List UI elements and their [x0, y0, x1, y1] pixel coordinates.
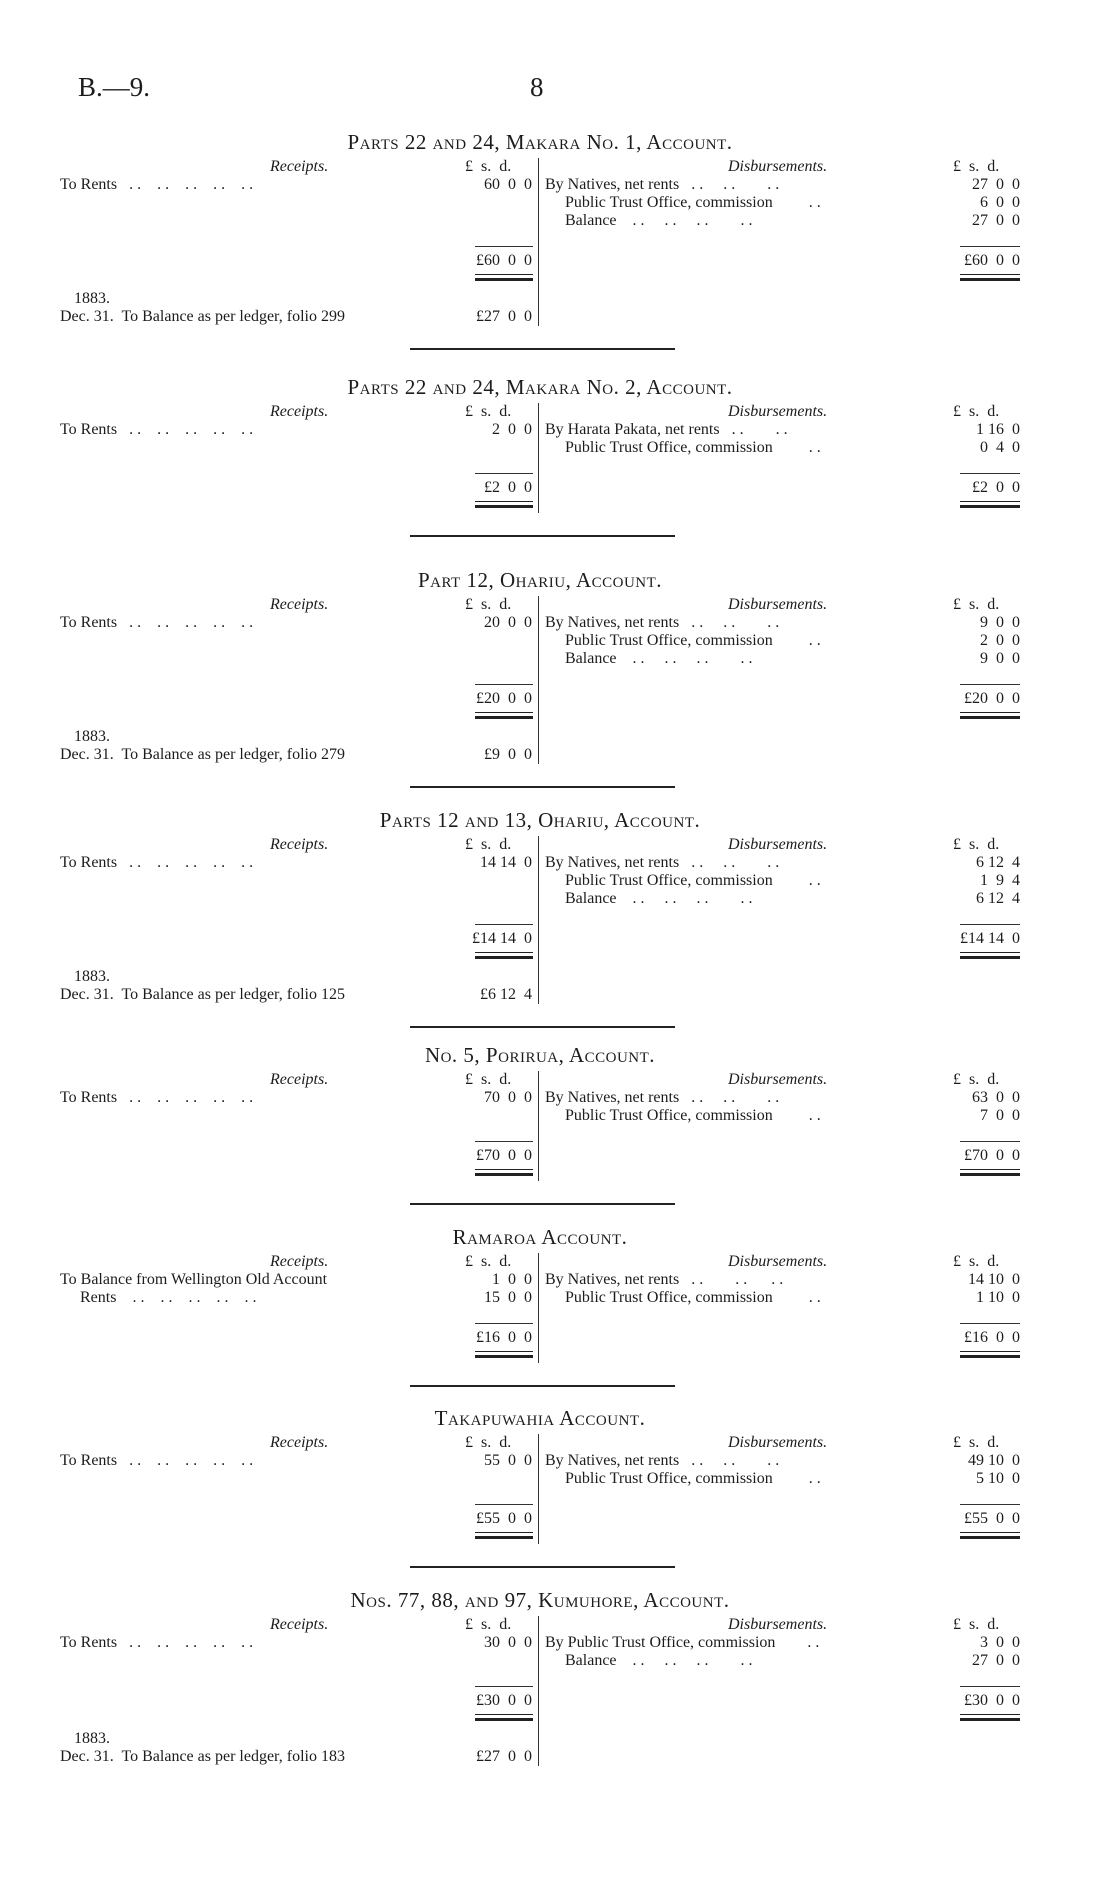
receipt-line: To Rents . . . . . . . . . . [60, 1634, 254, 1651]
disbursement-amount: 49 10 0 [968, 1452, 1020, 1469]
receipt-line: To Rents . . . . . . . . . . [60, 1452, 254, 1469]
account-title: Ramaroa Account. [452, 1225, 628, 1249]
disbursement-line: Public Trust Office, commission . . [545, 1107, 821, 1124]
column-divider [538, 403, 539, 513]
column-divider [538, 836, 539, 1004]
receipt-line: To Rents . . . . . . . . . . [60, 421, 254, 438]
total-rule [475, 924, 533, 925]
receipts-lsd-header: £ s. d. [465, 836, 512, 853]
total-double-rule [960, 274, 1020, 281]
disbursements-lsd-header: £ s. d. [953, 1616, 1000, 1633]
balance-year: 1883. [74, 968, 110, 985]
receipts-lsd-header: £ s. d. [465, 403, 512, 420]
disbursement-amount: 6 12 4 [976, 890, 1020, 907]
account-title: Parts 22 and 24, Makara No. 1, Account. [347, 130, 733, 154]
balance-forward-amount: £9 0 0 [484, 746, 532, 763]
disbursements-label: Disbursements. [728, 1616, 828, 1633]
total-double-rule [475, 1714, 533, 1721]
section-separator [410, 1026, 675, 1028]
disbursements-lsd-header: £ s. d. [953, 1253, 1000, 1270]
total-double-rule [960, 1351, 1020, 1358]
total-double-rule [960, 712, 1020, 719]
total-double-rule [475, 501, 533, 508]
disbursements-total: £2 0 0 [972, 479, 1020, 496]
disbursements-label: Disbursements. [728, 1071, 828, 1088]
disbursement-line: Balance . . . . . . . . [545, 890, 753, 907]
disbursements-label: Disbursements. [728, 596, 828, 613]
disbursement-line: Public Trust Office, commission . . [545, 872, 821, 889]
disbursement-amount: 27 0 0 [972, 1652, 1020, 1669]
receipt-amount: 1 0 0 [492, 1271, 532, 1288]
disbursement-line: By Harata Pakata, net rents . . . . [545, 421, 788, 438]
disbursements-lsd-header: £ s. d. [953, 158, 1000, 175]
total-double-rule [960, 952, 1020, 959]
disbursement-amount: 0 4 0 [980, 439, 1020, 456]
receipt-amount: 60 0 0 [484, 176, 532, 193]
receipts-label: Receipts. [270, 836, 329, 853]
disbursement-amount: 27 0 0 [972, 176, 1020, 193]
receipts-lsd-header: £ s. d. [465, 1434, 512, 1451]
column-divider [538, 596, 539, 764]
disbursement-line: Public Trust Office, commission . . [545, 194, 821, 211]
balance-year: 1883. [74, 728, 110, 745]
receipts-lsd-header: £ s. d. [465, 158, 512, 175]
receipt-line: To Rents . . . . . . . . . . [60, 854, 254, 871]
disbursements-lsd-header: £ s. d. [953, 836, 1000, 853]
section-separator [410, 348, 675, 350]
receipts-lsd-header: £ s. d. [465, 596, 512, 613]
balance-year: 1883. [74, 290, 110, 307]
disbursement-line: By Natives, net rents . . . . . . [545, 854, 780, 871]
receipts-label: Receipts. [270, 1071, 329, 1088]
disbursements-label: Disbursements. [728, 836, 828, 853]
disbursement-amount: 3 0 0 [980, 1634, 1020, 1651]
balance-year: 1883. [74, 1730, 110, 1747]
receipt-line: To Balance from Wellington Old Account [60, 1271, 328, 1288]
total-rule [960, 924, 1020, 925]
disbursement-line: By Public Trust Office, commission . . [545, 1634, 820, 1651]
disbursements-lsd-header: £ s. d. [953, 596, 1000, 613]
disbursement-line: Balance . . . . . . . . [545, 1652, 753, 1669]
account-title: Parts 12 and 13, Ohariu, Account. [379, 808, 701, 832]
column-divider [538, 1434, 539, 1544]
receipt-amount: 15 0 0 [484, 1289, 532, 1306]
total-rule [960, 1504, 1020, 1505]
account-title: Nos. 77, 88, and 97, Kumuhore, Account. [350, 1588, 730, 1612]
page-number: 8 [530, 72, 544, 102]
disbursements-label: Disbursements. [728, 158, 828, 175]
receipt-amount: 2 0 0 [492, 421, 532, 438]
disbursements-total: £60 0 0 [964, 252, 1020, 269]
column-divider [538, 1253, 539, 1363]
receipt-amount: 70 0 0 [484, 1089, 532, 1106]
receipts-label: Receipts. [270, 1253, 329, 1270]
disbursement-amount: 14 10 0 [968, 1271, 1020, 1288]
receipts-lsd-header: £ s. d. [465, 1071, 512, 1088]
disbursements-total: £16 0 0 [964, 1329, 1020, 1346]
disbursements-total: £20 0 0 [964, 690, 1020, 707]
disbursement-line: Balance . . . . . . . . [545, 650, 753, 667]
disbursement-amount: 1 16 0 [976, 421, 1020, 438]
total-rule [475, 1323, 533, 1324]
disbursement-amount: 2 0 0 [980, 632, 1020, 649]
disbursements-label: Disbursements. [728, 403, 828, 420]
balance-forward-amount: £27 0 0 [476, 1748, 532, 1765]
account-title: Part 12, Ohariu, Account. [417, 568, 663, 592]
receipts-label: Receipts. [270, 596, 329, 613]
disbursement-line: Balance . . . . . . . . [545, 212, 753, 229]
total-double-rule [475, 1351, 533, 1358]
total-rule [960, 473, 1020, 474]
disbursement-amount: 9 0 0 [980, 614, 1020, 631]
disbursements-total: £70 0 0 [964, 1147, 1020, 1164]
disbursements-total: £30 0 0 [964, 1692, 1020, 1709]
account-title: Takapuwahia Account. [434, 1406, 646, 1430]
disbursements-lsd-header: £ s. d. [953, 1434, 1000, 1451]
account-title: Parts 22 and 24, Makara No. 2, Account. [347, 375, 733, 399]
column-divider [538, 1071, 539, 1181]
column-divider [538, 158, 539, 326]
page-section-label: B.—9. [78, 72, 151, 102]
total-double-rule [475, 274, 533, 281]
receipt-line: Rents . . . . . . . . . . [60, 1289, 257, 1306]
receipt-amount: 20 0 0 [484, 614, 532, 631]
total-rule [960, 684, 1020, 685]
account-title: No. 5, Porirua, Account. [424, 1043, 656, 1067]
receipts-label: Receipts. [270, 1616, 329, 1633]
receipt-amount: 30 0 0 [484, 1634, 532, 1651]
section-separator [410, 786, 675, 788]
total-rule [960, 246, 1020, 247]
section-separator [410, 1385, 675, 1387]
total-rule [960, 1686, 1020, 1687]
total-rule [475, 246, 533, 247]
total-double-rule [475, 1532, 533, 1539]
disbursement-amount: 5 10 0 [976, 1470, 1020, 1487]
balance-forward-line: Dec. 31. To Balance as per ledger, folio 279 [60, 746, 345, 763]
section-separator [410, 1203, 675, 1205]
disbursement-amount: 1 9 4 [980, 872, 1020, 889]
total-rule [475, 1141, 533, 1142]
disbursement-line: Public Trust Office, commission . . [545, 1289, 821, 1306]
receipts-label: Receipts. [270, 403, 329, 420]
total-rule [475, 1504, 533, 1505]
disbursement-line: Public Trust Office, commission . . [545, 1470, 821, 1487]
total-double-rule [960, 1169, 1020, 1176]
receipts-total: £30 0 0 [476, 1692, 532, 1709]
disbursements-total: £55 0 0 [964, 1510, 1020, 1527]
total-rule [960, 1141, 1020, 1142]
receipts-total: £2 0 0 [484, 479, 532, 496]
receipts-label: Receipts. [270, 1434, 329, 1451]
disbursements-lsd-header: £ s. d. [953, 1071, 1000, 1088]
balance-forward-line: Dec. 31. To Balance as per ledger, folio 125 [60, 986, 345, 1003]
receipts-total: £16 0 0 [476, 1329, 532, 1346]
total-double-rule [960, 501, 1020, 508]
receipts-lsd-header: £ s. d. [465, 1253, 512, 1270]
total-double-rule [960, 1714, 1020, 1721]
balance-forward-line: Dec. 31. To Balance as per ledger, folio 183 [60, 1748, 345, 1765]
receipts-total: £20 0 0 [476, 690, 532, 707]
receipts-total: £70 0 0 [476, 1147, 532, 1164]
balance-forward-line: Dec. 31. To Balance as per ledger, folio 299 [60, 308, 345, 325]
total-double-rule [475, 952, 533, 959]
disbursement-line: By Natives, net rents . . . . . . [545, 176, 780, 193]
total-double-rule [475, 1169, 533, 1176]
total-double-rule [475, 712, 533, 719]
receipt-amount: 55 0 0 [484, 1452, 532, 1469]
receipts-total: £14 14 0 [472, 930, 532, 947]
disbursement-line: By Natives, net rents . . . . . . [545, 1089, 780, 1106]
disbursement-line: By Natives, net rents . . . . . . [545, 614, 780, 631]
disbursements-total: £14 14 0 [960, 930, 1020, 947]
disbursements-label: Disbursements. [728, 1434, 828, 1451]
receipts-total: £60 0 0 [476, 252, 532, 269]
total-rule [475, 684, 533, 685]
disbursement-line: Public Trust Office, commission . . [545, 439, 821, 456]
balance-forward-amount: £27 0 0 [476, 308, 532, 325]
disbursement-amount: 7 0 0 [980, 1107, 1020, 1124]
receipts-label: Receipts. [270, 158, 329, 175]
receipts-lsd-header: £ s. d. [465, 1616, 512, 1633]
disbursement-amount: 1 10 0 [976, 1289, 1020, 1306]
disbursements-lsd-header: £ s. d. [953, 403, 1000, 420]
total-double-rule [960, 1532, 1020, 1539]
column-divider [538, 1616, 539, 1766]
total-rule [475, 473, 533, 474]
receipt-amount: 14 14 0 [480, 854, 532, 871]
section-separator [410, 1566, 675, 1568]
disbursement-line: Public Trust Office, commission . . [545, 632, 821, 649]
receipt-line: To Rents . . . . . . . . . . [60, 176, 254, 193]
section-separator [410, 535, 675, 537]
disbursement-amount: 9 0 0 [980, 650, 1020, 667]
total-rule [475, 1686, 533, 1687]
balance-forward-amount: £6 12 4 [480, 986, 532, 1003]
disbursement-amount: 27 0 0 [972, 212, 1020, 229]
disbursement-amount: 6 12 4 [976, 854, 1020, 871]
disbursement-line: By Natives, net rents . . . . . . [545, 1452, 780, 1469]
disbursement-amount: 6 0 0 [980, 194, 1020, 211]
receipt-line: To Rents . . . . . . . . . . [60, 1089, 254, 1106]
disbursements-label: Disbursements. [728, 1253, 828, 1270]
disbursement-line: By Natives, net rents . . . . . . [545, 1271, 784, 1288]
total-rule [960, 1323, 1020, 1324]
receipt-line: To Rents . . . . . . . . . . [60, 614, 254, 631]
disbursement-amount: 63 0 0 [972, 1089, 1020, 1106]
receipts-total: £55 0 0 [476, 1510, 532, 1527]
